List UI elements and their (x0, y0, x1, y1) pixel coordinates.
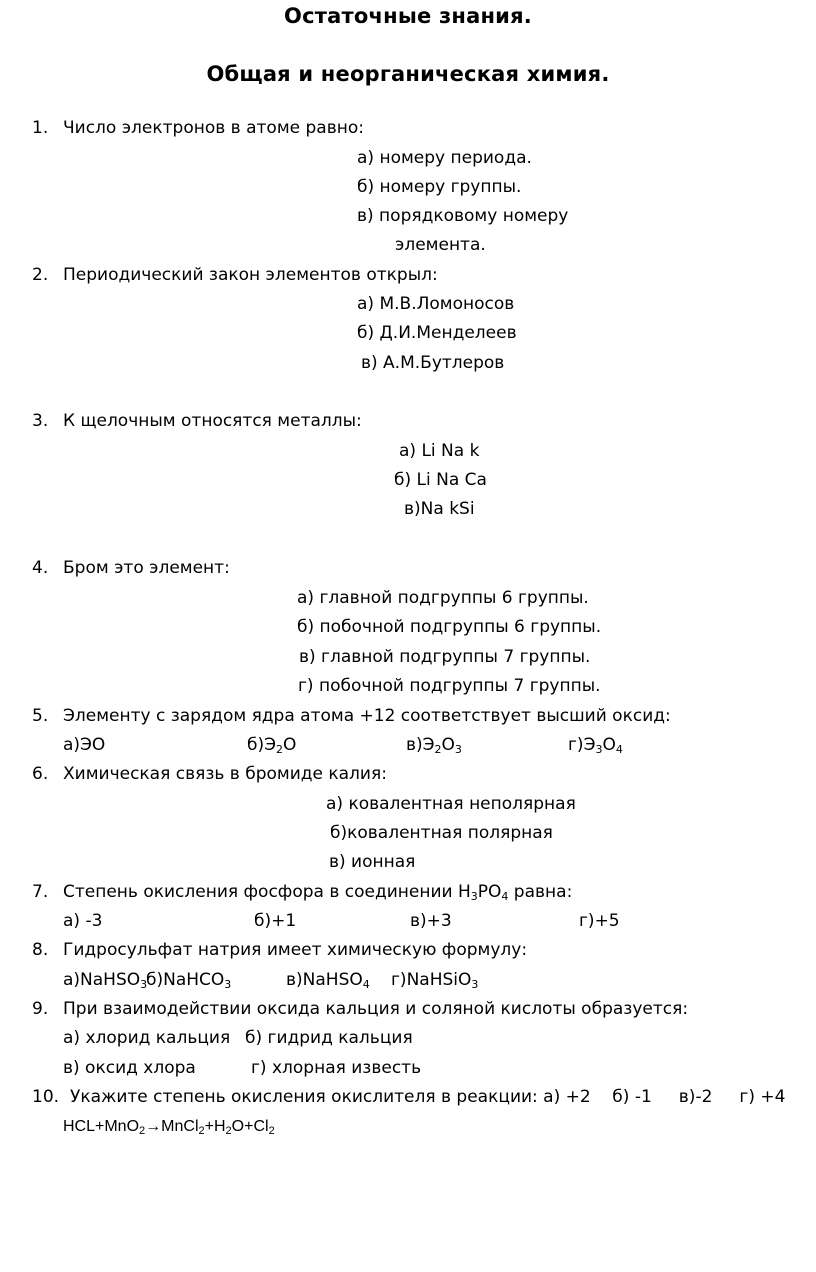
answer-option: в)+3 (410, 911, 452, 931)
answer-option: а) номеру периода. (357, 148, 532, 168)
question-text: Химическая связь в бромиде калия: (63, 764, 387, 784)
question-number: 7. (32, 882, 49, 902)
answer-option: б)ковалентная полярная (330, 823, 553, 843)
answer-option: в) оксид хлора (63, 1058, 196, 1078)
question-number: 4. (32, 558, 49, 578)
answer-option: б) побочной подгруппы 6 группы. (297, 617, 602, 637)
answer-option: б) номеру группы. (357, 177, 522, 197)
question-number: 6. (32, 764, 49, 784)
question-text: Бром это элемент: (63, 558, 230, 578)
answer-option: в) порядковому номеру (357, 206, 569, 226)
answer-option: г) хлорная известь (251, 1058, 422, 1078)
question-number: 9. (32, 999, 49, 1019)
answer-option: в) главной подгруппы 7 группы. (299, 647, 591, 667)
answer-option: б) Д.И.Менделеев (357, 323, 517, 343)
answer-option: г)+5 (579, 911, 620, 931)
answer-option: а)ЭО (63, 735, 106, 755)
answer-option: а) М.В.Ломоносов (357, 294, 515, 314)
question-text: Гидросульфат натрия имеет химическую формулу: (63, 940, 528, 960)
answer-option: а) Li Na k (399, 441, 480, 461)
answer-option: г)NaHSiO$_3$ (391, 970, 479, 991)
question-number: 10. (32, 1087, 60, 1107)
answer-option: в) А.М.Бутлеров (361, 353, 505, 373)
question-text: К щелочным относятся металлы: (63, 411, 362, 431)
answer-option: $в)Э_2О_3$ (406, 735, 462, 756)
answer-option: г) побочной подгруппы 7 группы. (298, 676, 601, 696)
answer-option: а) -3 (63, 911, 103, 931)
answer-option: в)NaHSO$_4$ (286, 970, 370, 991)
answer-option: в)Na kSi (404, 499, 475, 519)
question-text: При взаимодействии оксида кальция и соляной кислоты образуется: (63, 999, 689, 1019)
question-number: 3. (32, 411, 49, 431)
answer-option: $г)Э_3О_4$ (568, 735, 623, 756)
answer-option: элемента. (395, 235, 486, 255)
page-subtitle: Общая и неорганическая химия. (206, 62, 610, 86)
question-text: Число электронов в атоме равно: (63, 118, 364, 138)
question-number: 2. (32, 265, 49, 285)
reaction-equation: $HCL+MnO_2\to MnCl_2+H_2O+Cl_2$ (63, 1118, 275, 1137)
answer-option: а) ковалентная неполярная (326, 794, 576, 814)
question-text: Элементу с зарядом ядра атома +12 соответствует высший оксид: (63, 706, 671, 726)
question-number: 5. (32, 706, 49, 726)
page-title: Остаточные знания. (284, 4, 532, 28)
answer-option: б)+1 (254, 911, 297, 931)
question-text: Степень окисления фосфора в соединении $Н_3РО_4$ равна: (63, 882, 573, 903)
answer-option: б) Li Na Ca (394, 470, 487, 490)
question-text: Периодический закон элементов открыл: (63, 265, 438, 285)
answer-option: в) ионная (329, 852, 416, 872)
question-text: Укажите степень окисления окислителя в реакции: а) +2 б) -1 в)-2 г) +4 (70, 1087, 786, 1107)
question-number: 1. (32, 118, 49, 138)
answer-option: а)NaHSO$_3$ (63, 970, 148, 991)
answer-option: $б)Э_2О$ (247, 735, 297, 756)
answer-option: б)NaHCO$_3$ (146, 970, 232, 991)
answer-option: а) хлорид кальция (63, 1028, 231, 1048)
question-number: 8. (32, 940, 49, 960)
answer-option: а) главной подгруппы 6 группы. (297, 588, 589, 608)
answer-option: б) гидрид кальция (245, 1028, 413, 1048)
